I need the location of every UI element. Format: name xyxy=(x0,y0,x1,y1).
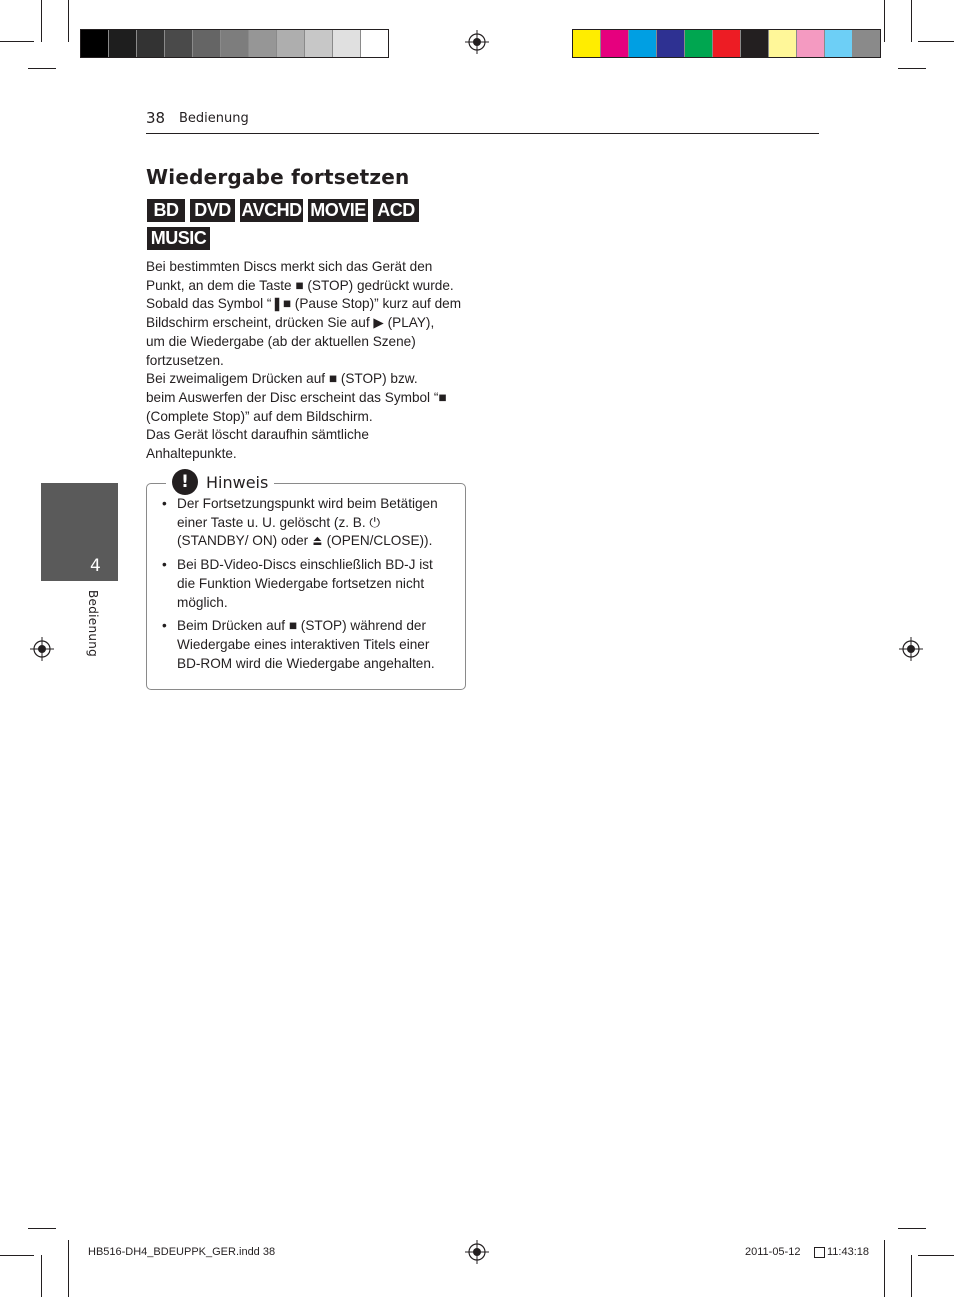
crop-mark xyxy=(0,1255,34,1256)
color-swatch xyxy=(769,30,797,57)
crop-mark xyxy=(898,68,926,69)
chapter-side-label xyxy=(84,590,104,670)
color-swatch xyxy=(137,30,165,57)
body-line: (Complete Stop)” auf dem Bildschirm. xyxy=(146,408,373,424)
color-swatch xyxy=(81,30,109,57)
crop-mark xyxy=(884,1240,885,1297)
body-line: Bildschirm erscheint, drücken Sie auf ▶ (PLAY), xyxy=(146,315,435,331)
crop-mark xyxy=(68,0,69,42)
color-swatch xyxy=(853,30,880,57)
footer-filename: HB516-DH4_BDEUPPK_GER.indd 38 xyxy=(88,1246,276,1258)
crop-mark xyxy=(28,68,56,69)
body-line: Sobald das Symbol “❚■ (Pause Stop)” kurz auf dem xyxy=(146,296,462,312)
color-swatch xyxy=(305,30,333,57)
body-line: um die Wiedergabe (ab der aktuellen Szene) xyxy=(146,333,416,349)
badge-dvd: DVD xyxy=(190,199,235,222)
badge-acd: ACD xyxy=(373,199,419,222)
registration-mark-icon xyxy=(465,1240,489,1264)
note-list xyxy=(160,495,454,678)
badge-bd: BD xyxy=(147,199,185,222)
crop-mark xyxy=(911,1255,912,1297)
color-swatch xyxy=(193,30,221,57)
color-swatch xyxy=(797,30,825,57)
color-swatch xyxy=(221,30,249,57)
footer-time: 11:43:18 xyxy=(827,1246,870,1258)
registration-mark-icon xyxy=(30,637,54,661)
color-swatch xyxy=(601,30,629,57)
body-line: Punkt, an dem die Taste ■ (STOP) gedrückt wurde. xyxy=(146,277,454,293)
color-swatch xyxy=(657,30,685,57)
header-divider xyxy=(146,133,819,134)
color-swatch xyxy=(109,30,137,57)
exclamation-icon: ! xyxy=(172,469,198,495)
body-line: beim Auswerfen der Disc erscheint das Symbol “■ xyxy=(146,389,447,405)
note-title: Hinweis xyxy=(206,472,269,492)
color-swatch xyxy=(741,30,769,57)
crop-mark xyxy=(68,1240,69,1297)
body-line: Anhaltepunkte. xyxy=(146,446,237,462)
crop-mark xyxy=(898,1228,926,1229)
badge-music: MUSIC xyxy=(147,227,210,250)
color-swatch xyxy=(249,30,277,57)
body-text xyxy=(146,258,476,464)
badge-avchd: AVCHD xyxy=(241,200,302,220)
color-swatch xyxy=(685,30,713,57)
chapter-side-label-text: Bedienung xyxy=(86,590,100,658)
color-swatch xyxy=(165,30,193,57)
crop-mark xyxy=(911,0,912,42)
footer-date: 2011-05-12 xyxy=(745,1246,801,1258)
note-item: • Bei BD-Video-Discs einschließlich BD-J ist die Funktion Wiedergabe fortsetzen nicht möglich. xyxy=(160,556,454,612)
crop-mark xyxy=(41,1255,42,1297)
chapter-number: 4 xyxy=(90,556,101,576)
page-number: 38 xyxy=(146,109,166,127)
grayscale-color-bar xyxy=(80,29,389,58)
note-item: • Beim Drücken auf ■ (STOP) während der Wiedergabe eines interaktiven Titels einer BD-ROM wird die Wiedergabe angehalten. xyxy=(160,617,454,673)
crop-mark xyxy=(884,0,885,42)
badge-movie: MOVIE xyxy=(308,199,368,222)
body-line: fortzusetzen. xyxy=(146,352,224,368)
crop-mark xyxy=(918,1255,954,1256)
footer-clock-icon xyxy=(814,1247,825,1258)
section-title: Bedienung xyxy=(179,111,249,126)
body-line: Bei zweimaligem Drücken auf ■ (STOP) bzw. xyxy=(146,371,418,387)
crop-mark xyxy=(28,1228,56,1229)
crop-mark xyxy=(0,41,34,42)
crop-mark xyxy=(41,0,42,42)
chapter-tab xyxy=(41,483,118,581)
note-header xyxy=(166,469,274,495)
color-swatch xyxy=(573,30,601,57)
note-item: • Der Fortsetzungspunkt wird beim Betätigen einer Taste u. U. gelöscht (z. B. ⏻ (STANDBY/ ON) oder ⏏ (OPEN/CLOSE)). xyxy=(160,495,454,551)
color-swatch xyxy=(713,30,741,57)
crop-mark xyxy=(918,41,954,42)
process-color-bar xyxy=(572,29,881,58)
body-line: Bei bestimmten Discs merkt sich das Gerät den xyxy=(146,259,433,274)
registration-mark-icon xyxy=(465,30,489,54)
body-line: Das Gerät löscht daraufhin sämtliche xyxy=(146,427,369,443)
color-swatch xyxy=(361,30,388,57)
color-swatch xyxy=(277,30,305,57)
color-swatch xyxy=(825,30,853,57)
color-swatch xyxy=(333,30,361,57)
page-heading: Wiedergabe fortsetzen xyxy=(146,165,410,189)
color-swatch xyxy=(629,30,657,57)
registration-mark-icon xyxy=(899,637,923,661)
